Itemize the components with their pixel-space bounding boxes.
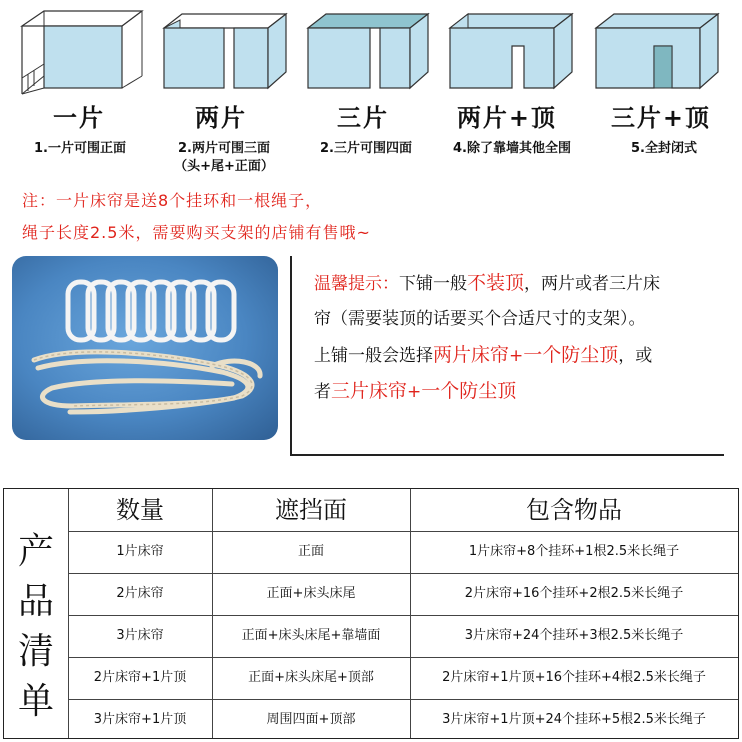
product-list-table <box>3 488 739 739</box>
diagram-caption-5: 5.全封闭式 <box>631 141 697 156</box>
table-cell: 正面+床头床尾+靠墙面 <box>241 628 381 643</box>
header-contents: 包含物品 <box>526 496 622 524</box>
diagram-three-panels-top <box>592 6 722 96</box>
tip-line-1: 温馨提示：下铺一般不装顶，两片或者三片床 <box>314 272 661 294</box>
diagram-three-panels <box>302 6 432 96</box>
note-line-1: 注：一片床帘是送8个挂环和一根绳子， <box>22 191 323 210</box>
table-cell: 3片床帘+1片顶 <box>93 712 187 727</box>
tip-line-2: 帘（需要装顶的话要买个合适尺寸的支架）。 <box>314 309 646 329</box>
diagram-title-1: 一片 <box>53 104 105 132</box>
table-cell: 2片床帘 <box>116 586 164 601</box>
diagram-two-panels <box>160 6 290 96</box>
side-label-char-2: 品 <box>17 581 54 622</box>
table-cell: 正面+床头床尾+顶部 <box>248 670 374 685</box>
side-label-char-1: 产 <box>17 531 54 572</box>
diagram-caption-3: 2.三片可围四面 <box>320 141 412 156</box>
product-photo <box>12 256 278 440</box>
diagram-title-4: 两片+顶 <box>456 104 558 132</box>
table-cell: 3片床帘+24个挂环+3根2.5米长绳子 <box>464 628 684 643</box>
diagram-caption-4: 4.除了靠墙其他全围 <box>453 141 571 156</box>
tip-label: 温馨提示： <box>314 274 399 294</box>
table-cell: 1片床帘+8个挂环+1根2.5米长绳子 <box>468 544 680 559</box>
side-label-char-4: 单 <box>17 681 54 722</box>
header-coverage: 遮挡面 <box>275 496 347 524</box>
diagram-one-panel <box>14 6 144 96</box>
note-line-2: 绳子长度2.5米，需要购买支架的店铺有售哦~ <box>22 223 371 242</box>
diagram-title-5: 三片+顶 <box>610 104 712 132</box>
tip-line-3: 上铺一般会选择两片床帘+一个防尘顶，或 <box>314 344 653 366</box>
table-cell: 正面 <box>297 544 324 559</box>
table-cell: 1片床帘 <box>116 544 164 559</box>
table-cell: 正面+床头床尾 <box>266 586 356 601</box>
table-cell: 3片床帘+1片顶+24个挂环+5根2.5米长绳子 <box>442 712 706 727</box>
table-cell: 3片床帘 <box>116 628 164 643</box>
diagram-two-panels-top <box>446 6 576 96</box>
tip-line-4: 者三片床帘+一个防尘顶 <box>314 380 517 402</box>
table-cell: 周围四面+顶部 <box>266 712 356 727</box>
diagram-caption-2: 2.两片可围三面 （头+尾+正面） <box>174 141 274 174</box>
header-quantity: 数量 <box>116 496 164 524</box>
diagram-title-3: 三片 <box>337 104 389 132</box>
diagram-caption-1: 1.一片可围正面 <box>34 141 126 156</box>
table-cell: 2片床帘+1片顶+16个挂环+4根2.5米长绳子 <box>442 670 706 685</box>
rings-and-rope-image <box>12 256 278 440</box>
table-cell: 2片床帘+16个挂环+2根2.5米长绳子 <box>464 586 684 601</box>
diagram-title-2: 两片 <box>195 104 247 132</box>
side-label-char-3: 清 <box>17 631 54 672</box>
tip-box <box>290 256 724 456</box>
table-cell: 2片床帘+1片顶 <box>93 670 187 685</box>
